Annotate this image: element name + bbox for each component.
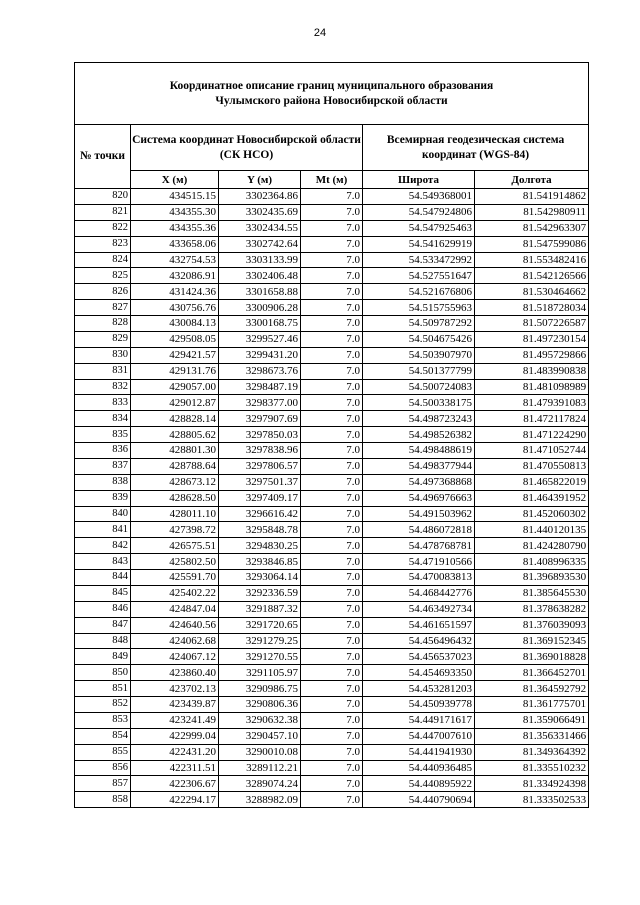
mt-cell: 7.0: [301, 601, 363, 617]
x-cell: 433658.06: [131, 236, 219, 252]
x-cell: 423241.49: [131, 712, 219, 728]
x-header: X (м): [131, 171, 219, 189]
latitude-cell: 54.521676806: [363, 284, 475, 300]
table-row: [75, 792, 589, 808]
mt-cell: 7.0: [301, 300, 363, 316]
latitude-cell: 54.515755963: [363, 300, 475, 316]
longitude-cell: 81.472117824: [475, 411, 589, 427]
mt-cell: 7.0: [301, 268, 363, 284]
mt-cell: 7.0: [301, 554, 363, 570]
table-title-line-2: Чулымского района Новосибирской области: [215, 94, 448, 107]
y-cell: 3293064.14: [219, 570, 301, 586]
longitude-cell: 81.440120135: [475, 522, 589, 538]
y-cell: 3298673.76: [219, 363, 301, 379]
x-cell: 423860.40: [131, 665, 219, 681]
point-number-cell: 844: [75, 570, 131, 586]
latitude-cell: 54.471910566: [363, 554, 475, 570]
point-number-cell: 832: [75, 379, 131, 395]
point-number-cell: 847: [75, 617, 131, 633]
mt-cell: 7.0: [301, 744, 363, 760]
point-number-cell: 820: [75, 189, 131, 205]
x-cell: 429131.76: [131, 363, 219, 379]
y-cell: 3291720.65: [219, 617, 301, 633]
y-cell: 3289112.21: [219, 760, 301, 776]
x-cell: 427398.72: [131, 522, 219, 538]
latitude-cell: 54.547924806: [363, 204, 475, 220]
longitude-cell: 81.497230154: [475, 331, 589, 347]
table-row: [75, 665, 589, 681]
mt-cell: 7.0: [301, 331, 363, 347]
x-cell: 428805.62: [131, 427, 219, 443]
y-cell: 3291105.97: [219, 665, 301, 681]
table-row: [75, 458, 589, 474]
latitude-cell: 54.440790694: [363, 792, 475, 808]
table-row: [75, 236, 589, 252]
point-number-cell: 838: [75, 474, 131, 490]
y-cell: 3292336.59: [219, 585, 301, 601]
y-cell: 3297907.69: [219, 411, 301, 427]
longitude-cell: 81.333502533: [475, 792, 589, 808]
x-cell: 428801.30: [131, 443, 219, 459]
x-cell: 432754.53: [131, 252, 219, 268]
y-cell: 3288982.09: [219, 792, 301, 808]
point-number-cell: 828: [75, 316, 131, 332]
latitude-cell: 54.440936485: [363, 760, 475, 776]
longitude-cell: 81.542980911: [475, 204, 589, 220]
table-row: [75, 411, 589, 427]
mt-cell: 7.0: [301, 204, 363, 220]
y-cell: 3290806.36: [219, 697, 301, 713]
mt-cell: 7.0: [301, 522, 363, 538]
x-cell: 422306.67: [131, 776, 219, 792]
latitude-cell: 54.463492734: [363, 601, 475, 617]
longitude-cell: 81.495729866: [475, 347, 589, 363]
mt-cell: 7.0: [301, 490, 363, 506]
longitude-cell: 81.470550813: [475, 458, 589, 474]
mt-cell: 7.0: [301, 427, 363, 443]
latitude-cell: 54.440895922: [363, 776, 475, 792]
y-cell: 3300906.28: [219, 300, 301, 316]
longitude-cell: 81.481098989: [475, 379, 589, 395]
x-cell: 428673.12: [131, 474, 219, 490]
latitude-cell: 54.449171617: [363, 712, 475, 728]
x-cell: 428828.14: [131, 411, 219, 427]
mt-cell: 7.0: [301, 570, 363, 586]
y-cell: 3297501.37: [219, 474, 301, 490]
latitude-cell: 54.501377799: [363, 363, 475, 379]
longitude-cell: 81.483990838: [475, 363, 589, 379]
x-cell: 429012.87: [131, 395, 219, 411]
mt-cell: 7.0: [301, 585, 363, 601]
y-cell: 3297838.96: [219, 443, 301, 459]
latitude-cell: 54.500724083: [363, 379, 475, 395]
y-cell: 3289074.24: [219, 776, 301, 792]
longitude-cell: 81.408996335: [475, 554, 589, 570]
mt-cell: 7.0: [301, 316, 363, 332]
longitude-cell: 81.376039093: [475, 617, 589, 633]
y-cell: 3299527.46: [219, 331, 301, 347]
y-cell: 3303133.99: [219, 252, 301, 268]
point-number-cell: 851: [75, 681, 131, 697]
table-row: [75, 252, 589, 268]
point-number-cell: 826: [75, 284, 131, 300]
longitude-cell: 81.378638282: [475, 601, 589, 617]
point-number-cell: 842: [75, 538, 131, 554]
latitude-cell: 54.491503962: [363, 506, 475, 522]
mt-cell: 7.0: [301, 681, 363, 697]
latitude-cell: 54.549368001: [363, 189, 475, 205]
x-cell: 426575.51: [131, 538, 219, 554]
point-number-cell: 853: [75, 712, 131, 728]
longitude-cell: 81.396893530: [475, 570, 589, 586]
longitude-cell: 81.542963307: [475, 220, 589, 236]
x-cell: 424062.68: [131, 633, 219, 649]
longitude-cell: 81.542126566: [475, 268, 589, 284]
y-cell: 3300168.75: [219, 316, 301, 332]
point-number-cell: 843: [75, 554, 131, 570]
y-cell: 3290010.08: [219, 744, 301, 760]
point-number-cell: 857: [75, 776, 131, 792]
table-row: [75, 300, 589, 316]
x-cell: 422431.20: [131, 744, 219, 760]
longitude-cell: 81.369018828: [475, 649, 589, 665]
y-cell: 3290986.75: [219, 681, 301, 697]
y-cell: 3301658.88: [219, 284, 301, 300]
x-cell: 424067.12: [131, 649, 219, 665]
point-number-cell: 827: [75, 300, 131, 316]
x-cell: 425591.70: [131, 570, 219, 586]
table-row: [75, 697, 589, 713]
point-number-cell: 831: [75, 363, 131, 379]
mt-cell: 7.0: [301, 712, 363, 728]
mt-cell: 7.0: [301, 649, 363, 665]
longitude-cell: 81.334924398: [475, 776, 589, 792]
x-cell: 430084.13: [131, 316, 219, 332]
table-row: [75, 601, 589, 617]
y-cell: 3302435.69: [219, 204, 301, 220]
latitude-cell: 54.447007610: [363, 728, 475, 744]
x-cell: 424847.04: [131, 601, 219, 617]
table-row: [75, 538, 589, 554]
point-number-cell: 846: [75, 601, 131, 617]
y-cell: 3297806.57: [219, 458, 301, 474]
table-row: [75, 681, 589, 697]
x-cell: 425802.50: [131, 554, 219, 570]
mt-cell: 7.0: [301, 284, 363, 300]
longitude-cell: 81.349364392: [475, 744, 589, 760]
mt-cell: 7.0: [301, 236, 363, 252]
y-cell: 3291270.55: [219, 649, 301, 665]
x-cell: 431424.36: [131, 284, 219, 300]
longitude-header: Долгота: [475, 171, 589, 189]
latitude-cell: 54.496976663: [363, 490, 475, 506]
y-cell: 3297409.17: [219, 490, 301, 506]
x-cell: 424640.56: [131, 617, 219, 633]
table-row: [75, 617, 589, 633]
mt-cell: 7.0: [301, 697, 363, 713]
x-cell: 429057.00: [131, 379, 219, 395]
latitude-cell: 54.461651597: [363, 617, 475, 633]
y-cell: 3298487.19: [219, 379, 301, 395]
table-row: [75, 760, 589, 776]
point-number-cell: 825: [75, 268, 131, 284]
latitude-cell: 54.498723243: [363, 411, 475, 427]
table-body: [75, 189, 589, 808]
mt-cell: 7.0: [301, 252, 363, 268]
longitude-cell: 81.471052744: [475, 443, 589, 459]
point-number-cell: 856: [75, 760, 131, 776]
longitude-cell: 81.335510232: [475, 760, 589, 776]
wgs-system-header: Всемирная геодезическая система координат (WGS-84): [363, 125, 589, 171]
latitude-cell: 54.456537023: [363, 649, 475, 665]
longitude-cell: 81.424280790: [475, 538, 589, 554]
longitude-cell: 81.369152345: [475, 633, 589, 649]
x-cell: 434355.30: [131, 204, 219, 220]
table-row: [75, 585, 589, 601]
latitude-cell: 54.486072818: [363, 522, 475, 538]
y-cell: 3302742.64: [219, 236, 301, 252]
mt-cell: 7.0: [301, 363, 363, 379]
table-title-line-1: Координатное описание границ муниципального образования: [169, 79, 494, 92]
table-row: [75, 728, 589, 744]
longitude-cell: 81.359066491: [475, 712, 589, 728]
y-cell: 3291279.25: [219, 633, 301, 649]
table-row: [75, 474, 589, 490]
longitude-cell: 81.361775701: [475, 697, 589, 713]
latitude-cell: 54.504675426: [363, 331, 475, 347]
mt-cell: 7.0: [301, 633, 363, 649]
table-row: [75, 268, 589, 284]
mt-cell: 7.0: [301, 728, 363, 744]
longitude-cell: 81.465822019: [475, 474, 589, 490]
x-cell: 428628.50: [131, 490, 219, 506]
longitude-cell: 81.553482416: [475, 252, 589, 268]
table-row: [75, 427, 589, 443]
point-number-cell: 852: [75, 697, 131, 713]
point-number-cell: 849: [75, 649, 131, 665]
point-number-cell: 854: [75, 728, 131, 744]
table-row: [75, 363, 589, 379]
point-number-cell: 834: [75, 411, 131, 427]
mt-header: Mt (м): [301, 171, 363, 189]
mt-cell: 7.0: [301, 474, 363, 490]
point-number-cell: 824: [75, 252, 131, 268]
latitude-cell: 54.500338175: [363, 395, 475, 411]
latitude-cell: 54.468442776: [363, 585, 475, 601]
point-number-cell: 835: [75, 427, 131, 443]
x-cell: 434355.36: [131, 220, 219, 236]
y-header: Y (м): [219, 171, 301, 189]
latitude-cell: 54.454693350: [363, 665, 475, 681]
latitude-cell: 54.441941930: [363, 744, 475, 760]
y-cell: 3302406.48: [219, 268, 301, 284]
x-cell: 429508.05: [131, 331, 219, 347]
page-number: 24: [313, 27, 327, 39]
mt-cell: 7.0: [301, 347, 363, 363]
table-row: [75, 506, 589, 522]
latitude-cell: 54.503907970: [363, 347, 475, 363]
point-number-cell: 858: [75, 792, 131, 808]
longitude-cell: 81.366452701: [475, 665, 589, 681]
table-row: [75, 220, 589, 236]
mt-cell: 7.0: [301, 411, 363, 427]
x-cell: 422311.51: [131, 760, 219, 776]
mt-cell: 7.0: [301, 760, 363, 776]
latitude-cell: 54.527551647: [363, 268, 475, 284]
mt-cell: 7.0: [301, 776, 363, 792]
x-cell: 422294.17: [131, 792, 219, 808]
point-number-cell: 837: [75, 458, 131, 474]
y-cell: 3293846.85: [219, 554, 301, 570]
point-number-cell: 845: [75, 585, 131, 601]
latitude-cell: 54.547925463: [363, 220, 475, 236]
longitude-cell: 81.385645530: [475, 585, 589, 601]
point-number-cell: 850: [75, 665, 131, 681]
table-row: [75, 443, 589, 459]
mt-cell: 7.0: [301, 792, 363, 808]
longitude-cell: 81.530464662: [475, 284, 589, 300]
longitude-cell: 81.356331466: [475, 728, 589, 744]
mt-cell: 7.0: [301, 395, 363, 411]
y-cell: 3294830.25: [219, 538, 301, 554]
point-number-cell: 822: [75, 220, 131, 236]
point-number-cell: 841: [75, 522, 131, 538]
mt-cell: 7.0: [301, 220, 363, 236]
point-number-cell: 823: [75, 236, 131, 252]
table-row: [75, 379, 589, 395]
longitude-cell: 81.471224290: [475, 427, 589, 443]
y-cell: 3297850.03: [219, 427, 301, 443]
table-row: [75, 554, 589, 570]
latitude-cell: 54.497368868: [363, 474, 475, 490]
y-cell: 3296616.42: [219, 506, 301, 522]
y-cell: 3290457.10: [219, 728, 301, 744]
x-cell: 429421.57: [131, 347, 219, 363]
point-number-cell: 829: [75, 331, 131, 347]
table-row: [75, 331, 589, 347]
table-row: [75, 744, 589, 760]
latitude-cell: 54.498377944: [363, 458, 475, 474]
point-number-cell: 830: [75, 347, 131, 363]
y-cell: 3290632.38: [219, 712, 301, 728]
table-row: [75, 712, 589, 728]
longitude-cell: 81.464391952: [475, 490, 589, 506]
latitude-cell: 54.470083813: [363, 570, 475, 586]
x-cell: 432086.91: [131, 268, 219, 284]
latitude-cell: 54.450939778: [363, 697, 475, 713]
nso-system-header: Система координат Новосибирской области (СК НСО): [131, 125, 363, 171]
mt-cell: 7.0: [301, 443, 363, 459]
x-cell: 428011.10: [131, 506, 219, 522]
table-row: [75, 347, 589, 363]
point-number-cell: 840: [75, 506, 131, 522]
x-cell: 428788.64: [131, 458, 219, 474]
point-number-cell: 833: [75, 395, 131, 411]
y-cell: 3299431.20: [219, 347, 301, 363]
point-number-cell: 839: [75, 490, 131, 506]
longitude-cell: 81.518728034: [475, 300, 589, 316]
x-cell: 425402.22: [131, 585, 219, 601]
mt-cell: 7.0: [301, 506, 363, 522]
table-row: [75, 649, 589, 665]
latitude-cell: 54.456496432: [363, 633, 475, 649]
point-number-cell: 821: [75, 204, 131, 220]
table-row: [75, 284, 589, 300]
table-row: [75, 570, 589, 586]
y-cell: 3298377.00: [219, 395, 301, 411]
latitude-cell: 54.533472992: [363, 252, 475, 268]
mt-cell: 7.0: [301, 458, 363, 474]
mt-cell: 7.0: [301, 538, 363, 554]
point-number-cell: 848: [75, 633, 131, 649]
table-title: [75, 63, 589, 125]
longitude-cell: 81.452060302: [475, 506, 589, 522]
latitude-header: Широта: [363, 171, 475, 189]
x-cell: 430756.76: [131, 300, 219, 316]
mt-cell: 7.0: [301, 379, 363, 395]
y-cell: 3302364.86: [219, 189, 301, 205]
longitude-cell: 81.364592792: [475, 681, 589, 697]
longitude-cell: 81.547599086: [475, 236, 589, 252]
latitude-cell: 54.498488619: [363, 443, 475, 459]
table-row: [75, 776, 589, 792]
table-row: [75, 189, 589, 205]
latitude-cell: 54.478768781: [363, 538, 475, 554]
mt-cell: 7.0: [301, 617, 363, 633]
table-row: [75, 395, 589, 411]
mt-cell: 7.0: [301, 665, 363, 681]
latitude-cell: 54.509787292: [363, 316, 475, 332]
x-cell: 434515.15: [131, 189, 219, 205]
latitude-cell: 54.541629919: [363, 236, 475, 252]
y-cell: 3291887.32: [219, 601, 301, 617]
point-number-header: № точки: [75, 125, 131, 189]
table-row: [75, 633, 589, 649]
point-number-cell: 855: [75, 744, 131, 760]
table-row: [75, 490, 589, 506]
latitude-cell: 54.453281203: [363, 681, 475, 697]
coordinates-table: [74, 62, 589, 808]
table-row: [75, 204, 589, 220]
y-cell: 3295848.78: [219, 522, 301, 538]
y-cell: 3302434.55: [219, 220, 301, 236]
latitude-cell: 54.498526382: [363, 427, 475, 443]
point-number-cell: 836: [75, 443, 131, 459]
table-row: [75, 316, 589, 332]
longitude-cell: 81.507226587: [475, 316, 589, 332]
table-row: [75, 522, 589, 538]
x-cell: 423439.87: [131, 697, 219, 713]
mt-cell: 7.0: [301, 189, 363, 205]
longitude-cell: 81.541914862: [475, 189, 589, 205]
longitude-cell: 81.479391083: [475, 395, 589, 411]
x-cell: 423702.13: [131, 681, 219, 697]
x-cell: 422999.04: [131, 728, 219, 744]
